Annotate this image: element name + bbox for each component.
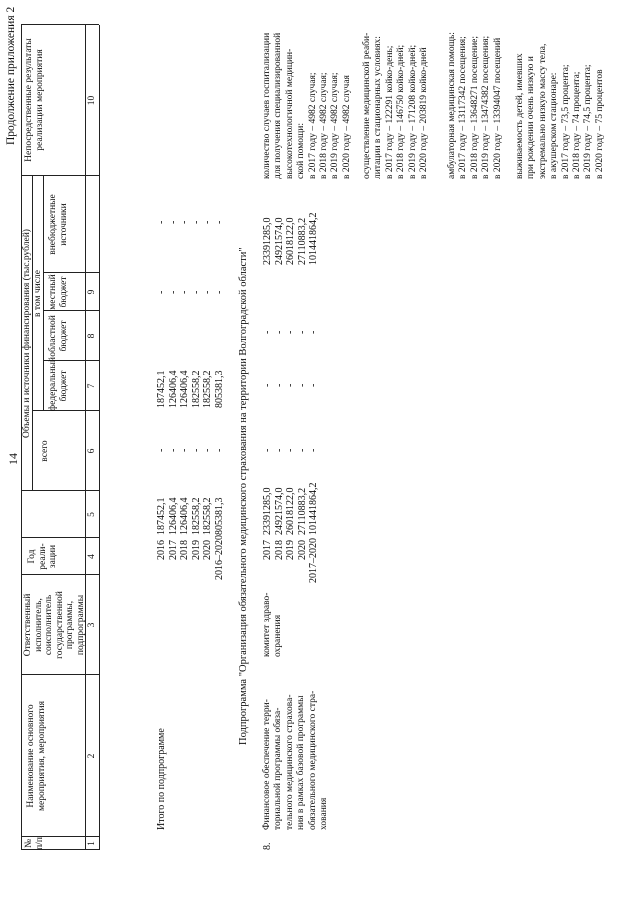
header-including: в том числе <box>33 270 43 317</box>
header-num: № п/п <box>24 837 45 850</box>
header-federal: федеральный бюджет <box>48 357 69 411</box>
result-rehabilitation: осуществление медицинской реаби- литации в стационарных условиях: в 2017 году – 122291 койко-день; в 2018 году – 146750 койко-дней; в 2019 году – 171208 койко-дней; в 2020 году – 203819 койко-дней <box>362 32 430 179</box>
col-number: 5 <box>87 512 97 517</box>
result-outpatient: амбулаторная медицинская помощь: в 2017 году – 13117342 посещения; в 2018 году – 13648271 посещение; в 2019 году – 13474382 посещения; в 2020 году – 13394047 посещений <box>447 32 503 179</box>
row8-name: Финансовое обеспечение терри- ториальной программы обяза- тельного медицинского страхова- ния в рамках базовой программы обязательного медицинского стра- хования <box>262 690 330 830</box>
row8-local-values: - - - - - <box>262 330 320 334</box>
header-executor: Ответственный исполнитель, соисполнитель государственной программы, подпрограммы <box>23 591 86 659</box>
row8-regional-values: - - - - - <box>262 383 320 387</box>
header-funding: Объемы и источники финансирования (тыс.рублей) <box>22 229 32 438</box>
header-name: Наименование основного мероприятия, мероприятия <box>26 701 47 811</box>
col-number: 10 <box>87 95 97 106</box>
header-local: местный бюджет <box>48 274 69 310</box>
row8-years-total: 2017–2020 <box>308 538 319 583</box>
row8-executor: комитет здраво- охранения <box>262 592 284 657</box>
col-number: 1 <box>87 841 97 846</box>
row8-total-values: 23391285,0 24921574,0 26018122,0 27110883,2 101441864,2 <box>262 482 320 535</box>
col-number: 6 <box>87 448 97 454</box>
col-number: 9 <box>87 289 97 295</box>
col-number: 3 <box>87 622 97 628</box>
header-regional: областной бюджет <box>48 315 69 357</box>
subprogram-title: Подпрограмма "Организация обязательного медицинского страхования на территории Волгоградской области" <box>238 247 249 745</box>
col-number: 2 <box>87 753 97 759</box>
col-number: 8 <box>87 333 97 339</box>
header-total: всего <box>40 440 50 462</box>
continuation-note: Продолжение приложения 2 <box>5 6 17 145</box>
subtotal-regional-values: 187452,1 126406,4 126406,4 182558,2 182558,2 805381,3 <box>156 370 225 408</box>
subtotal-years: 2016 2017 2018 2019 2020 <box>156 540 214 560</box>
row8-federal-values: - - - - - <box>262 448 320 452</box>
subtotal-total-values: 187452,1 126406,4 126406,4 182558,2 182558,2 805381,3 <box>156 497 225 535</box>
row8-extra-values: 23391285,0 24921574,0 26018122,0 27110883,2 101441864,2 <box>262 212 320 265</box>
header-extra: внебюджетные источники <box>48 194 69 255</box>
header-year: Год реали- зации <box>27 543 58 570</box>
col-number: 4 <box>87 554 97 559</box>
subtotal-extra-values: - - - - - - <box>156 220 225 224</box>
subtotal-label: Итого по подпрограмме <box>156 728 167 830</box>
row8-years: 2017 2018 2019 2020 <box>262 540 308 560</box>
page-number: 14 <box>6 453 20 465</box>
row8-number: 8. <box>262 842 273 850</box>
subtotal-local-values: - - - - - - <box>156 290 225 294</box>
subtotal-federal-values: - - - - - - <box>156 448 225 452</box>
subtotal-years-total: 2016–2020 <box>214 535 225 580</box>
result-survival: выживаемость детей, имевших при рождении очень низкую и экстремально низкую массу тела, в акушерском стационаре: в 2017 году – 73,5 процента; в 2018 году – 74 процента; в 2019 году – 74,5 процента; в 2020 году – 75 процентов <box>515 43 605 179</box>
col-number: 7 <box>87 383 97 389</box>
header-results: Непосредственные результаты реализации мероприятия <box>24 38 45 162</box>
result-hospitalization: количество случаев госпитализации для получения специализированной высокотехнологичной медицин- ской помощи: в 2017 году – 4982 случая; в 2018 году – 4982 случая; в 2019 году – 4982 случая; в 2020 году – 4982 случая <box>262 32 352 179</box>
